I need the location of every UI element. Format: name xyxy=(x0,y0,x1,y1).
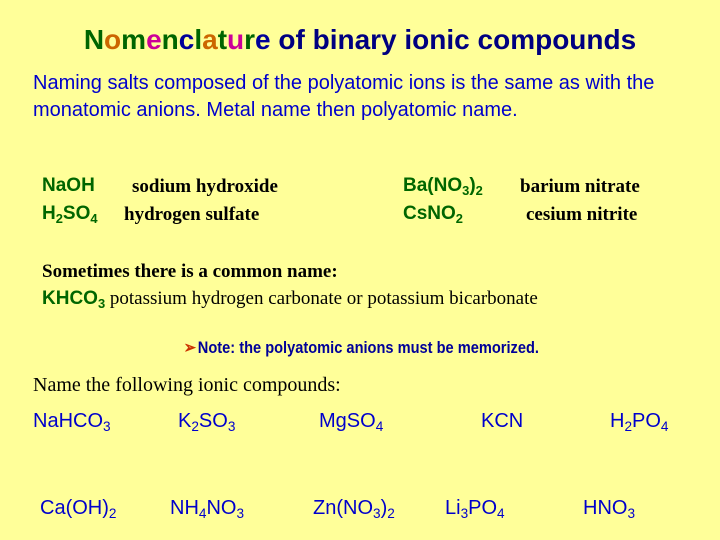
title-letter: n xyxy=(161,24,179,55)
title-letter: e xyxy=(255,24,271,55)
title-letter: a xyxy=(202,24,218,55)
question-mgso4: MgSO$_4$ xyxy=(319,410,384,435)
question-ca-oh-2: $Ca(OH)_2$ xyxy=(40,497,117,522)
name-sodium-hydroxide: sodium hydroxide xyxy=(132,176,278,197)
common-name-heading: Sometimes there is a common name: xyxy=(42,261,338,282)
name-hydrogen-sulfate: hydrogen sulfate xyxy=(124,204,260,225)
note-text: Note: the polyatomic anions must be memorized. xyxy=(197,338,539,357)
question-hno3: $HNO_3$ xyxy=(583,497,636,522)
formula-csno2: CsNO$_2$ xyxy=(403,203,463,226)
title-rest: of binary ionic compounds xyxy=(270,24,637,55)
name-barium-nitrate: barium nitrate xyxy=(520,176,640,197)
title-colored-word xyxy=(84,24,271,55)
question-k2so3: $K_2SO_3$ xyxy=(178,410,236,435)
formula-khco3: $KHCO_3$ xyxy=(42,288,106,311)
name-cesium-nitrite: cesium nitrite xyxy=(526,204,638,225)
title-letter: r xyxy=(244,24,256,55)
question-li3po4: $Li_3PO_4$ xyxy=(445,497,505,522)
question-nh4no3: $NH_4NO_3$ xyxy=(170,497,245,522)
formula-naoh: NaOH xyxy=(42,175,95,196)
question-nahco3: NaHCO$_3$ xyxy=(33,410,111,435)
title-letter: o xyxy=(104,24,122,55)
title-letter: N xyxy=(83,24,105,55)
title-letter: m xyxy=(121,24,147,55)
common-name-text: potassium hydrogen carbonate or potassium bicarbonate xyxy=(105,288,538,309)
title-letter: u xyxy=(227,24,245,55)
common-name-line xyxy=(42,288,538,310)
question-h2po4: $H_2PO_4$ xyxy=(610,410,669,435)
title-letter: c xyxy=(178,24,195,55)
question-zn-no3-2: $Zn(NO_3)_2$ xyxy=(313,497,395,522)
formula-ba-no3-2: $Ba(NO_3)_2$ xyxy=(403,175,483,198)
page-title xyxy=(0,24,720,56)
title-letter: l xyxy=(194,24,203,55)
title-letter: e xyxy=(146,24,162,55)
intro-paragraph: Naming salts composed of the polyatomic ions is the same as with the monatomic anions. Metal name then polyatomic name. xyxy=(33,72,655,121)
exercise-heading: Name the following ionic compounds: xyxy=(33,374,341,396)
arrow-bullet-icon: ➢ xyxy=(183,338,197,357)
title-letter: t xyxy=(217,24,228,55)
question-kcn: KCN xyxy=(481,410,524,432)
formula-h2so4: $H_2SO_4$ xyxy=(42,203,98,226)
note-line xyxy=(52,338,671,358)
